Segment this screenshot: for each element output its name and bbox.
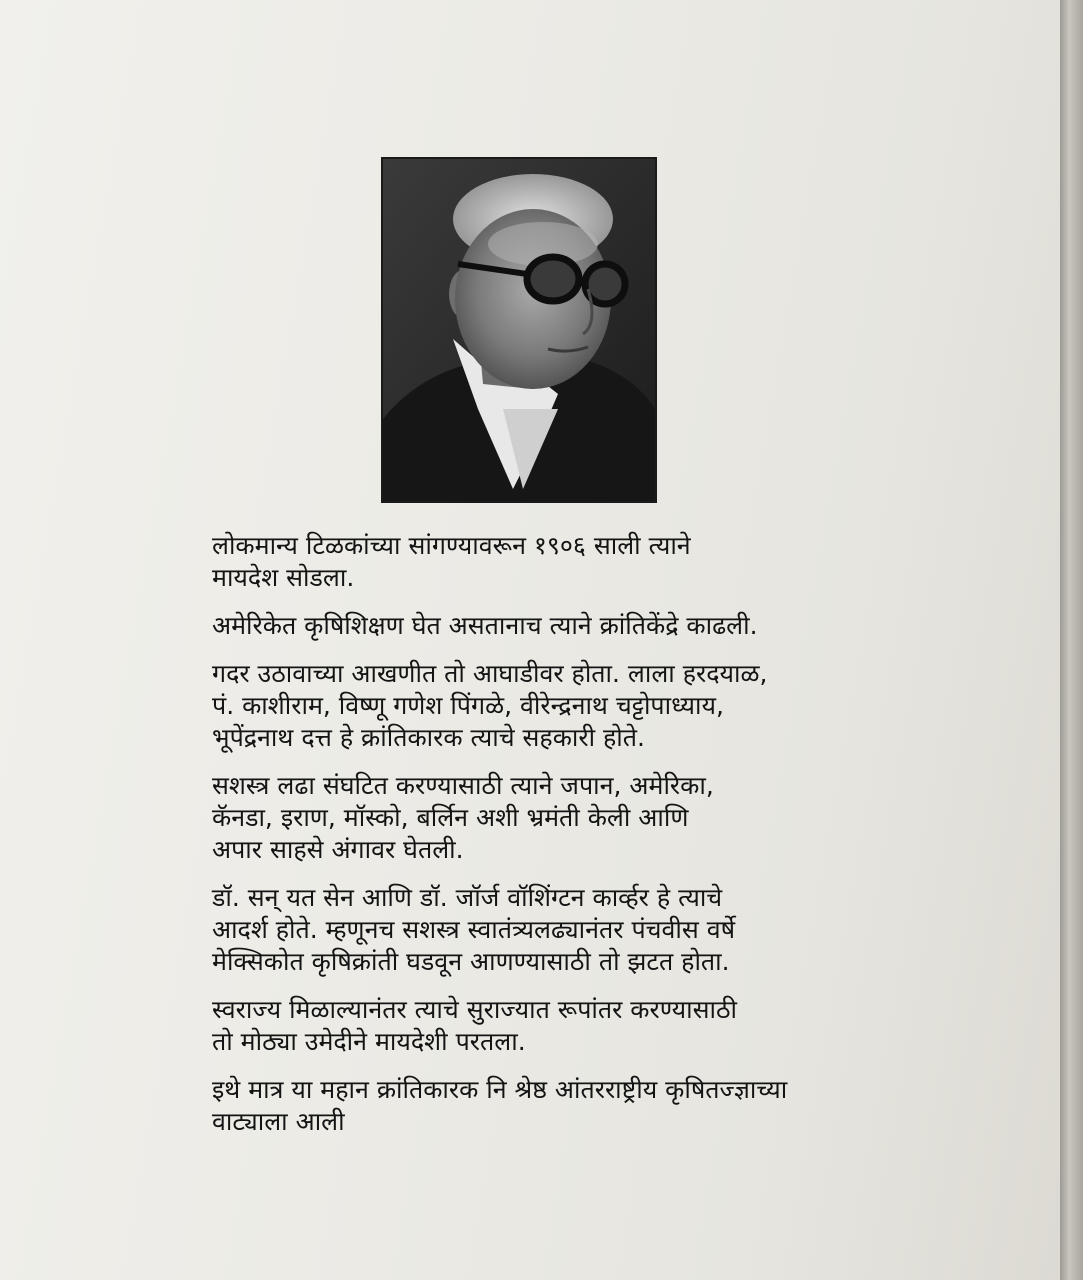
text-line: मेक्सिकोत कृषिक्रांती घडवून आणण्यासाठी तो झटत होता. <box>212 947 730 976</box>
paragraph <box>212 610 852 642</box>
text-line: भूपेंद्रनाथ दत्त हे क्रांतिकारक त्याचे सहकारी होते. <box>212 723 645 752</box>
paragraph <box>212 994 852 1058</box>
text-line: लोकमान्य टिळकांच्या सांगण्यावरून १९०६ साली त्याने <box>212 531 691 560</box>
text-line: पं. काशीराम, विष्णू गणेश पिंगळे, वीरेन्द्रनाथ चट्टोपाध्याय, <box>212 691 724 720</box>
text-block <box>212 530 852 1154</box>
text-line: आदर्श होते. म्हणूनच सशस्त्र स्वातंत्र्यलढ्यानंतर पंचवीस वर्षे <box>212 915 736 944</box>
text-line: कॅनडा, इराण, मॉस्को, बर्लिन अशी भ्रमंती केली आणि <box>212 803 689 832</box>
text-line: डॉ. सन् यत सेन आणि डॉ. जॉर्ज वॉशिंग्टन कार्व्हर हे त्याचे <box>212 883 723 912</box>
text-line: तो मोठ्या उमेदीने मायदेशी परतला. <box>212 1027 526 1056</box>
paragraph <box>212 882 852 978</box>
portrait-photo <box>381 157 657 503</box>
text-line: अमेरिकेत कृषिशिक्षण घेत असतानाच त्याने क्रांतिकेंद्रे काढली. <box>212 611 758 640</box>
page-edge <box>1060 0 1083 1280</box>
text-line: इथे मात्र या महान क्रांतिकारक नि श्रेष्ठ आंतरराष्ट्रीय कृषितज्ज्ञाच्या <box>212 1075 788 1104</box>
paragraph <box>212 658 852 754</box>
text-line: वाट्याला आली <box>212 1107 345 1136</box>
text-line: स्वराज्य मिळाल्यानंतर त्याचे सुराज्यात रूपांतर करण्यासाठी <box>212 995 737 1024</box>
text-line: अपार साहसे अंगावर घेतली. <box>212 835 464 864</box>
text-line: गदर उठावाच्या आखणीत तो आघाडीवर होता. लाला हरदयाळ, <box>212 659 768 688</box>
text-line: मायदेश सोडला. <box>212 563 355 592</box>
paragraph <box>212 1074 852 1138</box>
portrait-icon <box>383 159 655 501</box>
paragraph <box>212 770 852 866</box>
text-line: सशस्त्र लढा संघटित करण्यासाठी त्याने जपान, अमेरिका, <box>212 771 714 800</box>
paragraph <box>212 530 852 594</box>
